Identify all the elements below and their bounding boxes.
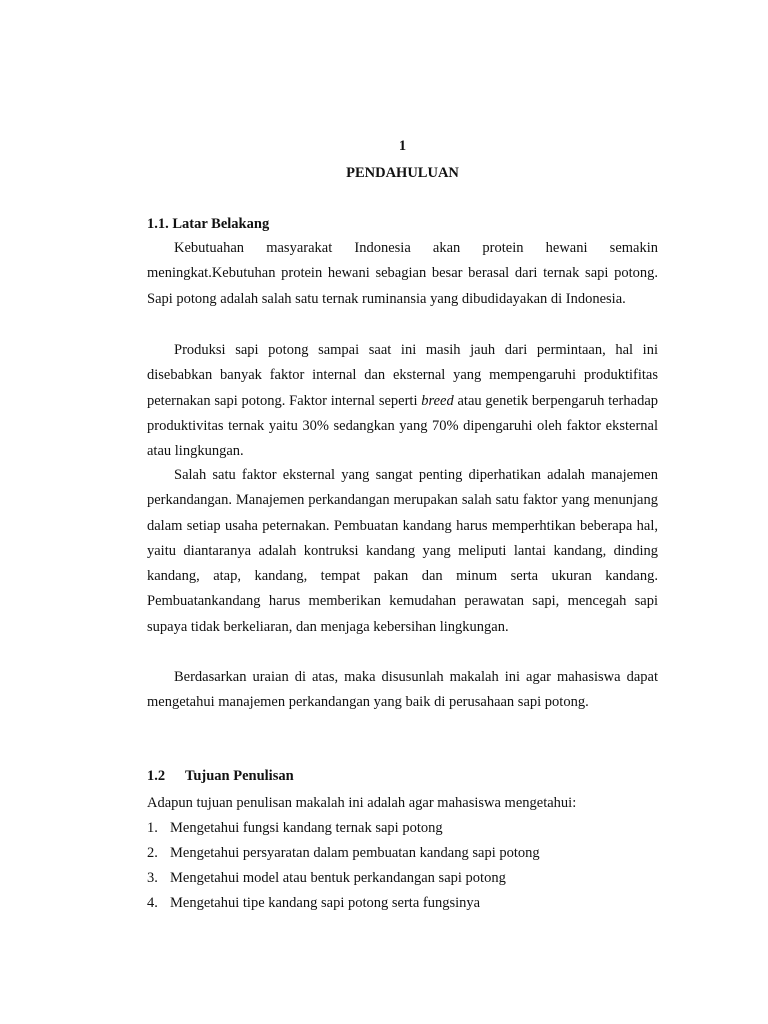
- objectives-intro: Adapun tujuan penulisan makalah ini adalah agar mahasiswa mengetahui:: [147, 795, 577, 811]
- list-item-text: Mengetahui model atau bentuk perkandangan sapi potong: [170, 870, 506, 886]
- section-1-1-heading: [147, 216, 269, 233]
- objectives-list: [147, 816, 658, 916]
- list-item: [147, 891, 658, 916]
- list-item-text: Mengetahui persyaratan dalam pembuatan kandang sapi potong: [170, 845, 540, 861]
- paragraph-2-text-a: Produksi sapi potong sampai saat ini masih jauh dari permintaan, hal ini disebabkan banyak faktor internal dan eksternal yang mempengaruhi produktifitas peternakan sapi potong. Faktor internal seperti: [147, 342, 658, 409]
- list-item: [147, 866, 658, 891]
- paragraph-2: [147, 338, 658, 464]
- paragraph-4: Berdasarkan uraian di atas, maka disusunlah makalah ini agar mahasiswa dapat mengetahui manajemen perkandangan yang baik di perusahaan sapi potong.: [147, 669, 658, 711]
- section-1-2-title: Tujuan Penulisan: [185, 768, 294, 784]
- paragraph-2-text-b: atau genetik berpengaruh terhadap produktivitas ternak yaitu 30% sedangkan yang 70% dipengaruhi oleh faktor eksternal atau lingkungan.: [147, 392, 658, 460]
- list-item-number: 3.: [147, 870, 158, 886]
- chapter-title: PENDAHULUAN: [346, 165, 459, 181]
- paragraph-1: Kebutuahan masyarakat Indonesia akan protein hewani semakin meningkat.Kebutuhan protein hewani sebagian besar berasal dari ternak sapi potong. Sapi potong adalah salah satu ternak ruminansia yang dibudidayakan di Indonesia.: [147, 240, 658, 307]
- list-item-number: 2.: [147, 845, 158, 861]
- list-item-number: 1.: [147, 820, 158, 836]
- list-item-text: Mengetahui fungsi kandang ternak sapi potong: [170, 820, 443, 836]
- list-item-text: Mengetahui tipe kandang sapi potong serta fungsinya: [170, 895, 481, 911]
- section-1-2-heading: [147, 768, 294, 785]
- page-number: 1: [398, 138, 407, 154]
- paragraph-2-italic-term: breed: [421, 392, 454, 409]
- paragraph-3: Salah satu faktor eksternal yang sangat penting diperhatikan adalah manajemen perkandangan. Manajemen perkandangan merupakan salah satu faktor yang menunjang dalam setiap usaha peternakan. Pembuatan kandang harus memperhtikan beberapa hal, yaitu diantaranya adalah kontruksi kandang yang meliputi lantai kandang, dinding kandang, atap, kandang, tempat pakan dan minum serta ukuran kandang. Pembuatankandang harus memberikan kemudahan perawatan sapi, mencegah sapi supaya tidak berkeliaran, dan menjaga kebersihan lingkungan.: [147, 467, 658, 635]
- section-1-1-title: Latar Belakang: [172, 216, 270, 232]
- list-item: [147, 816, 658, 841]
- list-item-number: 4.: [147, 895, 158, 911]
- section-1-1-number: 1.1: [147, 216, 166, 232]
- section-1-1-separator: .: [165, 216, 173, 232]
- section-1-2-number: 1.2: [147, 768, 166, 784]
- list-item: [147, 841, 658, 866]
